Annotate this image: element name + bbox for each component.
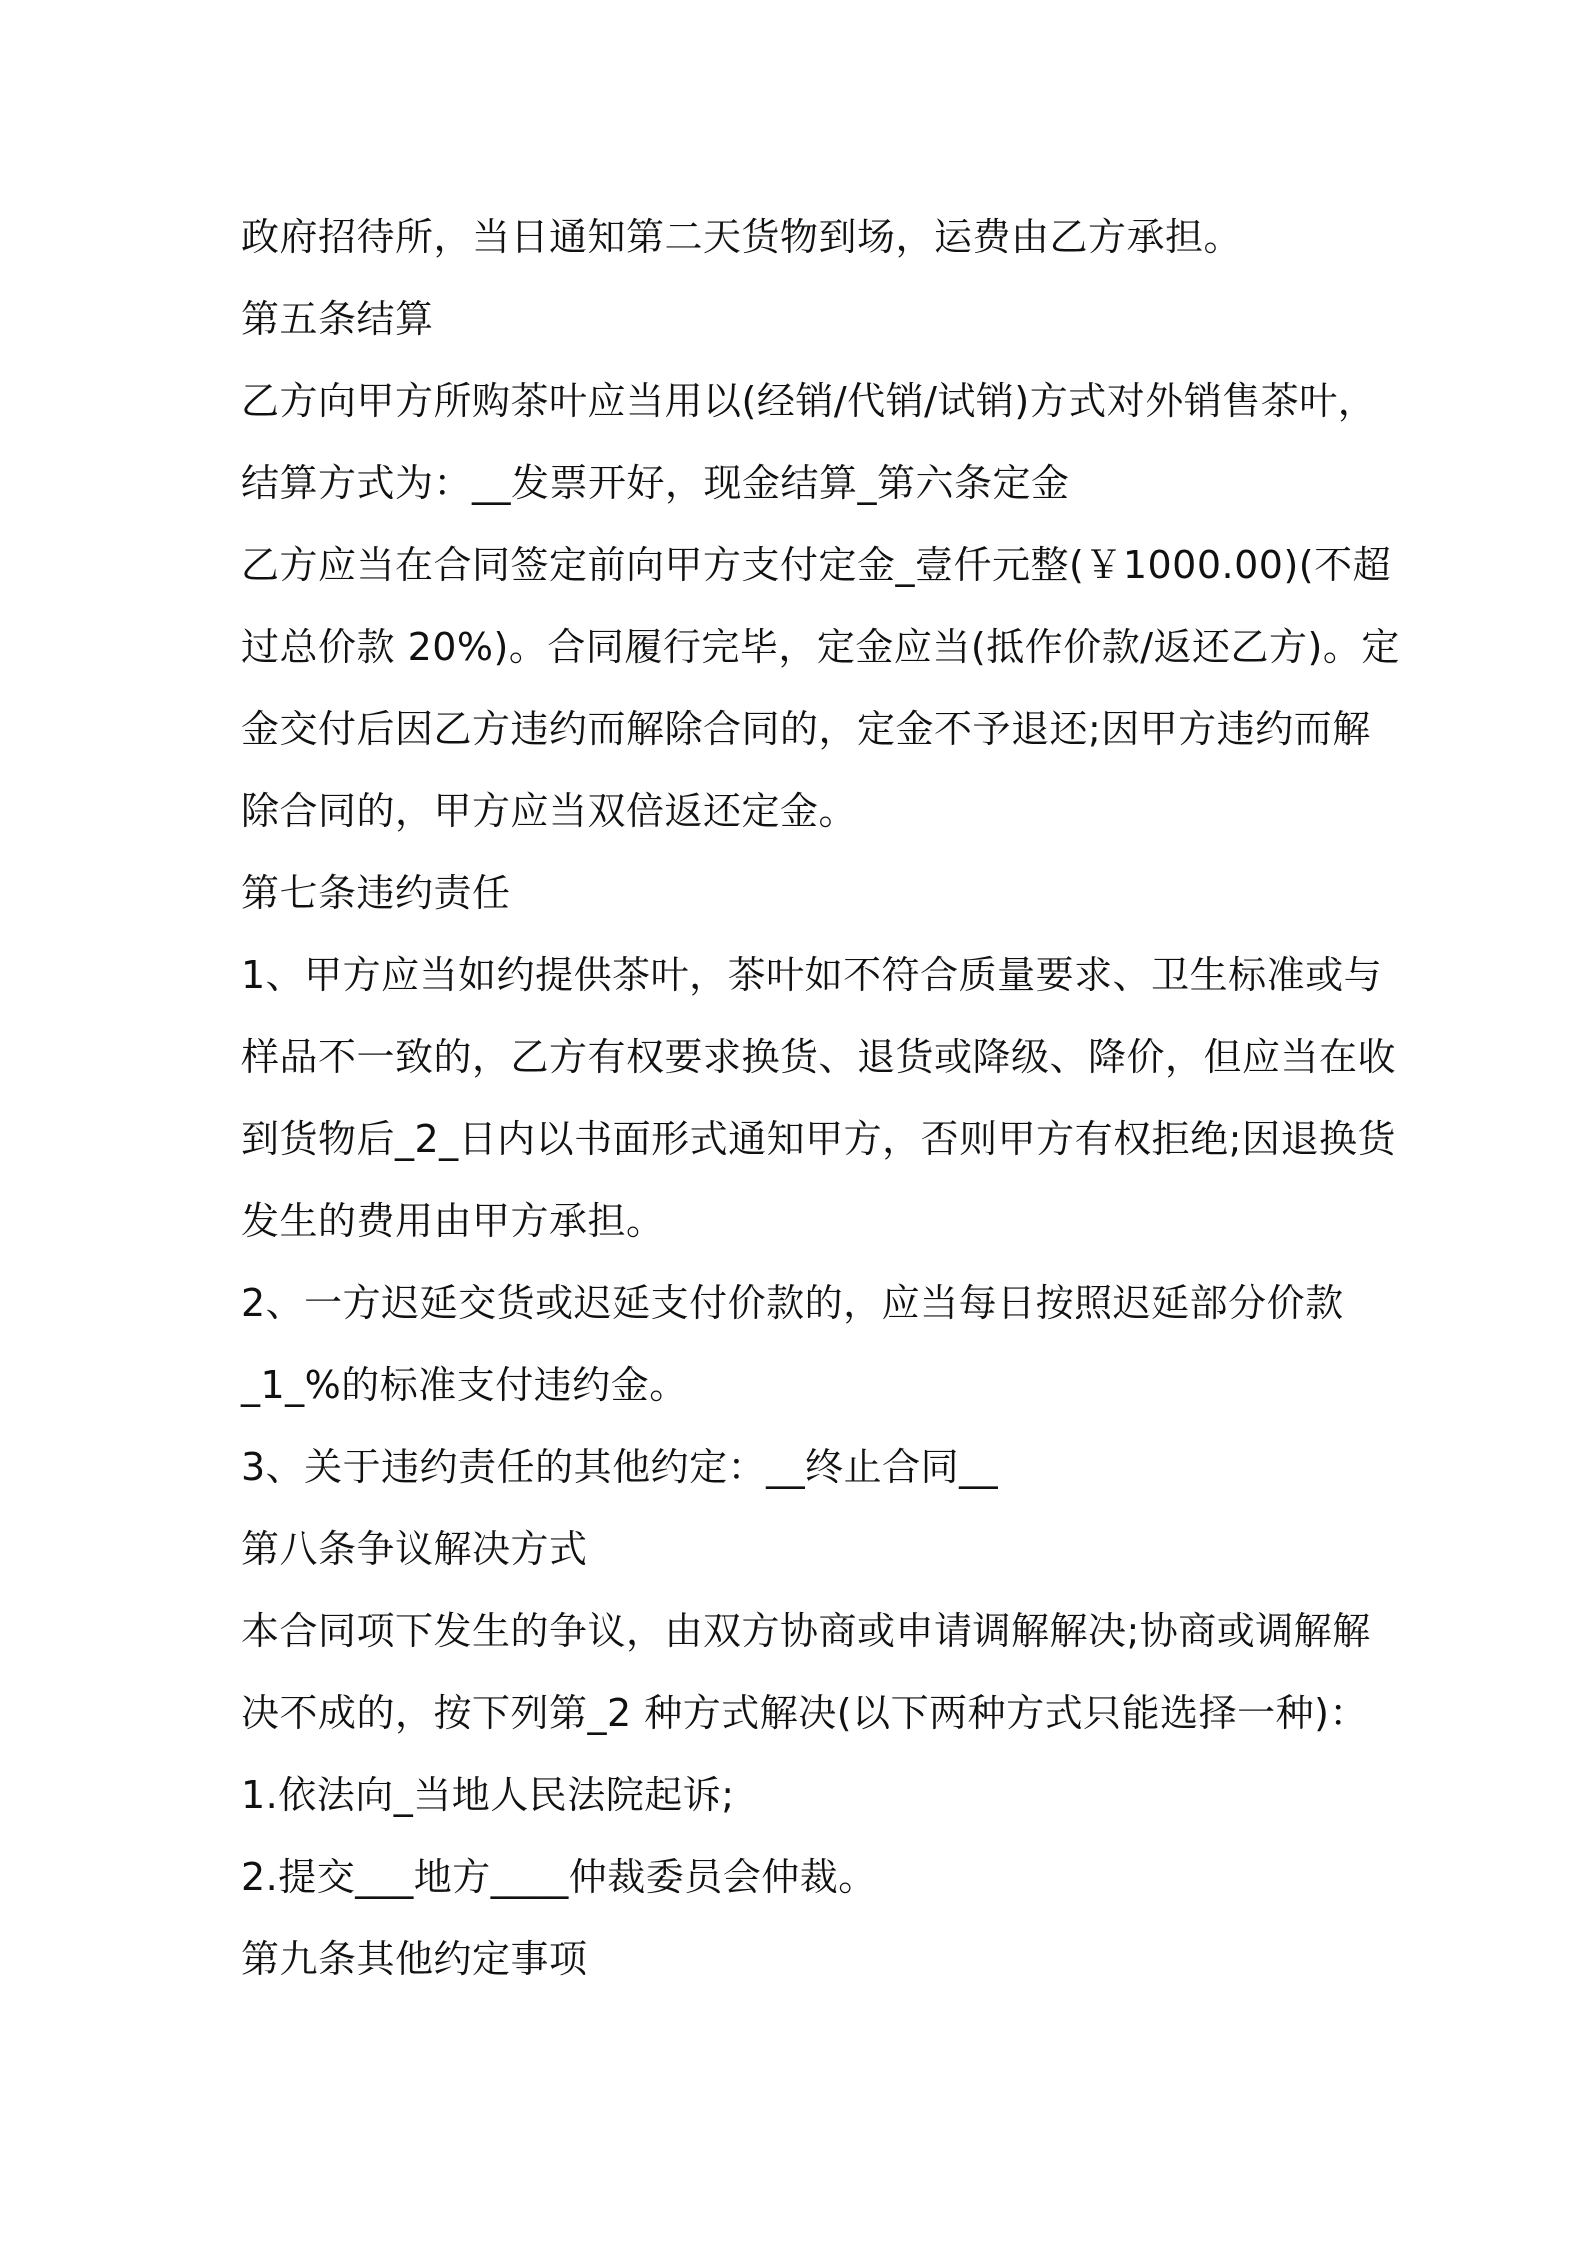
text-line: 金交付后因乙方违约而解除合同的，定金不予退还;因甲方违约而解 [241,707,1371,751]
section-heading: 第九条其他约定事项 [241,1937,588,1981]
text-line: 决不成的，按下列第_2 种方式解决(以下两种方式只能选择一种)： [241,1691,1368,1735]
text-line: 发生的费用由甲方承担。 [241,1199,665,1243]
text-line: 1.依法向_当地人民法院起诉; [241,1773,735,1817]
section-heading: 第八条争议解决方式 [241,1527,588,1571]
document-body [241,196,1400,2000]
text-line: 1、甲方应当如约提供茶叶，茶叶如不符合质量要求、卫生标准或与 [241,953,1383,997]
text-line: 过总价款 20%)。合同履行完毕，定金应当(抵作价款/返还乙方)。定 [241,625,1400,669]
text-line: 到货物后_2_日内以书面形式通知甲方，否则甲方有权拒绝;因退换货 [241,1117,1396,1161]
text-line: 2、一方迟延交货或迟延支付价款的，应当每日按照迟延部分价款 [241,1281,1344,1325]
text-line: 除合同的，甲方应当双倍返还定金。 [241,789,858,833]
text-line: 2.提交___地方____仲裁委员会仲裁。 [241,1855,877,1899]
text-line: 结算方式为：__发票开好，现金结算_第六条定金 [241,461,1070,505]
text-line: 乙方向甲方所购茶叶应当用以(经销/代销/试销)方式对外销售茶叶， [241,379,1377,423]
text-line: 政府招待所，当日通知第二天货物到场，运费由乙方承担。 [241,215,1243,259]
section-heading: 第五条结算 [241,297,434,341]
text-line: 样品不一致的，乙方有权要求换货、退货或降级、降价，但应当在收 [241,1035,1397,1079]
text-line: 本合同项下发生的争议，由双方协商或申请调解解决;协商或调解解 [241,1609,1371,1653]
section-heading: 第七条违约责任 [241,871,511,915]
text-line: _1_%的标准支付违约金。 [241,1363,688,1407]
text-line: 3、关于违约责任的其他约定：__终止合同__ [241,1445,999,1489]
text-line: 乙方应当在合同签定前向甲方支付定金_壹仟元整(￥1000.00)(不超 [241,543,1392,587]
